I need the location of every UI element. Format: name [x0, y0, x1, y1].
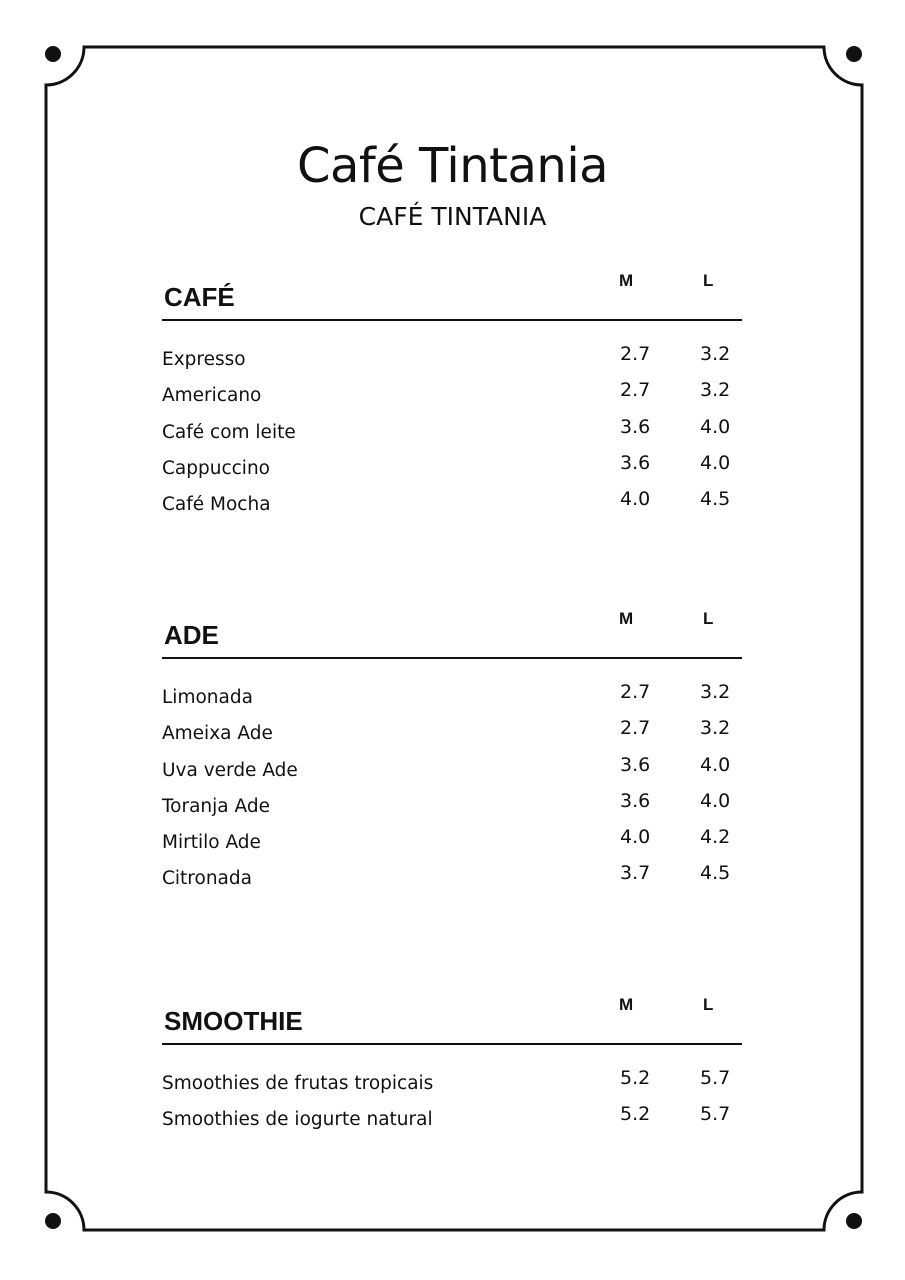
price-l: 4.2	[700, 826, 731, 849]
menu-section-ade	[162, 609, 742, 901]
price-m: 3.6	[620, 451, 651, 474]
price-m: 2.7	[620, 343, 651, 365]
item-name: Americano	[162, 385, 262, 407]
list-item	[162, 490, 742, 526]
list-item	[162, 1105, 742, 1141]
list-item	[162, 451, 742, 490]
menu-section-smoothie	[162, 995, 742, 1142]
list-item	[162, 683, 742, 719]
item-name: Café Mocha	[162, 494, 271, 516]
column-header-l: L	[703, 995, 714, 1014]
price-m: 2.7	[620, 681, 651, 703]
price-m: 4.0	[620, 826, 651, 849]
corner-dot-icon	[846, 1213, 862, 1229]
price-l: 4.5	[700, 862, 731, 885]
price-m: 5.2	[620, 1103, 651, 1126]
list-item	[162, 753, 742, 792]
list-item	[162, 789, 742, 828]
item-name: Smoothies de frutas tropicais	[162, 1073, 434, 1094]
price-m: 3.6	[620, 415, 651, 438]
list-item	[162, 719, 742, 755]
price-l: 4.0	[700, 451, 731, 474]
item-name: Expresso	[162, 349, 246, 370]
price-m: 2.7	[620, 379, 651, 402]
item-list	[162, 345, 742, 526]
section-title: ADE	[164, 620, 219, 650]
section-header	[162, 271, 742, 321]
price-m: 3.7	[620, 862, 651, 885]
price-l: 4.0	[700, 753, 731, 776]
price-m: 2.7	[620, 717, 651, 740]
price-l: 4.5	[700, 488, 731, 511]
section-header	[162, 995, 742, 1045]
list-item	[162, 381, 742, 417]
price-m: 3.6	[620, 753, 651, 776]
price-l: 3.2	[700, 379, 731, 402]
item-name: Mirtilo Ade	[162, 832, 261, 854]
list-item	[162, 828, 742, 864]
list-item	[162, 415, 742, 454]
item-list	[162, 683, 742, 901]
menu-title: Café Tintania	[296, 138, 609, 194]
item-name: Citronada	[162, 868, 252, 890]
column-header-l: L	[703, 271, 714, 290]
item-list	[162, 1069, 742, 1142]
column-header-m: M	[619, 995, 634, 1014]
menu-section-cafe	[162, 271, 742, 526]
item-name: Toranja Ade	[162, 795, 270, 817]
column-header-l: L	[703, 609, 714, 628]
price-l: 3.2	[700, 343, 731, 365]
section-header	[162, 609, 742, 659]
price-l: 3.2	[700, 681, 731, 703]
list-item	[162, 345, 742, 381]
price-l: 4.0	[700, 789, 731, 812]
price-l: 3.2	[700, 717, 731, 740]
item-name: Café com leite	[162, 421, 296, 443]
menu-subtitle: CAFÉ TINTANIA	[358, 202, 547, 231]
section-title: CAFÉ	[164, 282, 235, 312]
list-item	[162, 1069, 742, 1105]
item-name: Uva verde Ade	[162, 759, 298, 781]
corner-dot-icon	[45, 46, 61, 62]
column-header-m: M	[619, 271, 634, 290]
section-title: SMOOTHIE	[164, 1006, 303, 1036]
price-l: 5.7	[700, 1103, 731, 1126]
price-m: 5.2	[620, 1067, 651, 1089]
corner-dot-icon	[45, 1213, 61, 1229]
item-name: Cappuccino	[162, 457, 270, 479]
price-l: 5.7	[700, 1067, 731, 1089]
corner-dot-icon	[846, 46, 862, 62]
price-m: 4.0	[620, 488, 651, 511]
column-header-m: M	[619, 609, 634, 628]
price-m: 3.6	[620, 789, 651, 812]
item-name: Smoothies de iogurte natural	[162, 1109, 433, 1131]
item-name: Ameixa Ade	[162, 723, 273, 745]
price-l: 4.0	[700, 415, 731, 438]
list-item	[162, 864, 742, 900]
item-name: Limonada	[162, 687, 253, 708]
